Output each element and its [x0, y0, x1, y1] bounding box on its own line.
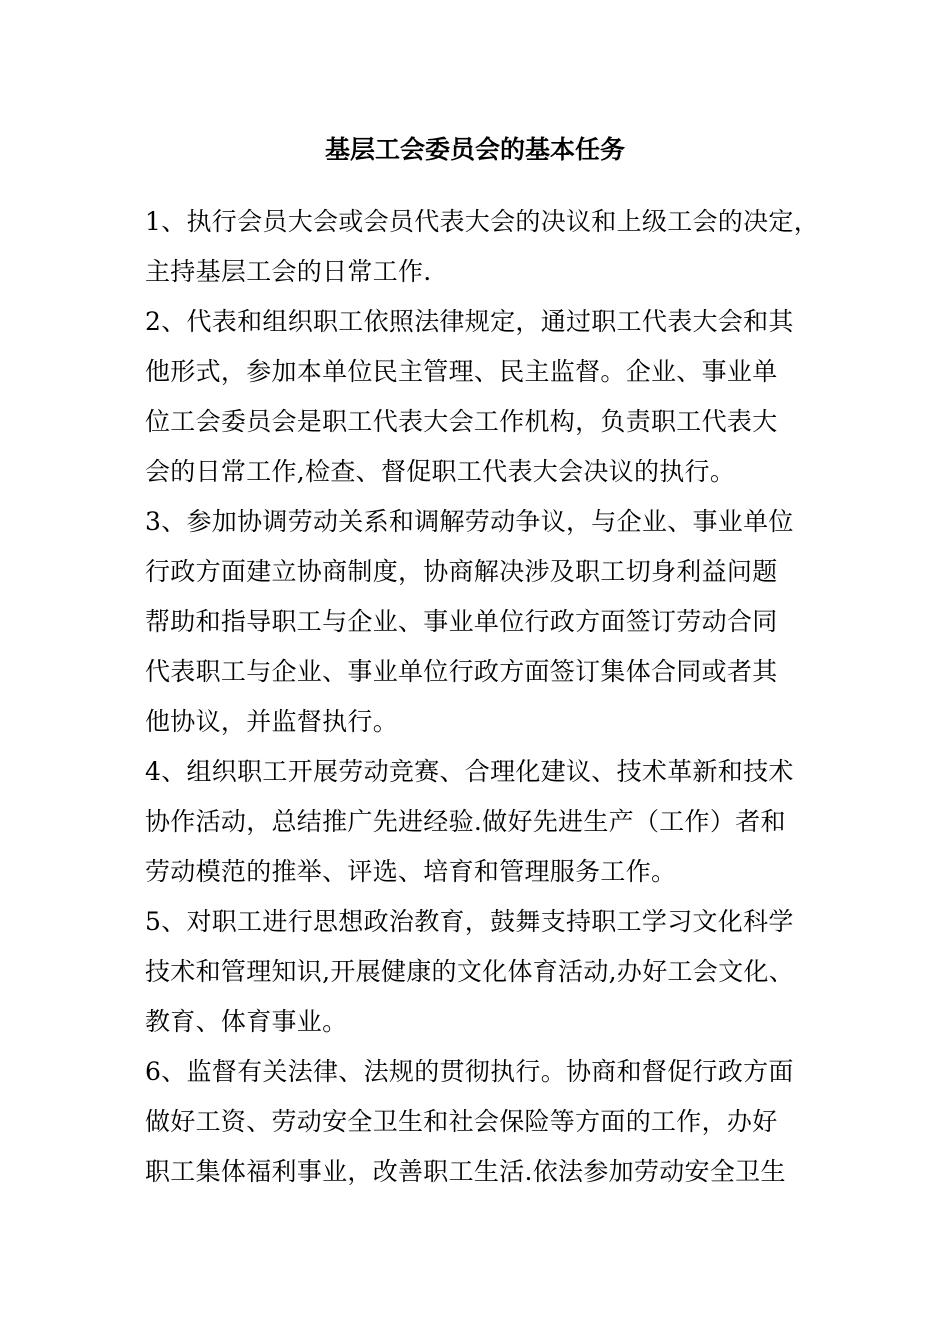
text-line: 他形式，参加本单位民主管理、民主监督。企业、事业单 [145, 357, 778, 386]
text-line: 3、参加协调劳动关系和调解劳动争议，与企业、事业单位 [145, 507, 794, 536]
text-line: 4、组织职工开展劳动竞赛、合理化建议、技术革新和技术 [145, 757, 794, 786]
text-line: 协作活动，总结推广先进经验.做好先进生产（工作）者和 [145, 807, 786, 836]
document-title: 基层工会委员会的基本任务 [324, 135, 625, 164]
document-body [145, 197, 825, 1197]
text-line: 6、监督有关法律、法规的贯彻执行。协商和督促行政方面 [145, 1057, 794, 1086]
text-line: 帮助和指导职工与企业、事业单位行政方面签订劳动合同 [145, 607, 778, 636]
text-line: 会的日常工作,检查、督促职工代表大会决议的执行。 [145, 457, 736, 486]
text-line: 教育、体育事业。 [145, 1007, 348, 1036]
text-line: 职工集体福利事业，改善职工生活.依法参加劳动安全卫生 [145, 1157, 786, 1186]
text-line: 位工会委员会是职工代表大会工作机构，负责职工代表大 [145, 407, 778, 436]
text-line: 2、代表和组织职工依照法律规定，通过职工代表大会和其 [145, 307, 794, 336]
text-line: 5、对职工进行思想政治教育，鼓舞支持职工学习文化科学 [145, 907, 794, 936]
text-line: 代表职工与企业、事业单位行政方面签订集体合同或者其 [145, 657, 778, 686]
text-line: 他协议，并监督执行。 [145, 707, 399, 736]
text-line: 做好工资、劳动安全卫生和社会保险等方面的工作，办好 [145, 1107, 778, 1136]
text-line: 行政方面建立协商制度，协商解决涉及职工切身利益问题 [145, 557, 778, 586]
text-line: 劳动模范的推举、评选、培育和管理服务工作。 [145, 857, 677, 886]
text-line: 1、执行会员大会或会员代表大会的决议和上级工会的决定， [145, 207, 820, 236]
text-line: 技术和管理知识,开展健康的文化体育活动,办好工会文化、 [145, 957, 794, 986]
text-line: 主持基层工会的日常工作. [145, 257, 432, 286]
